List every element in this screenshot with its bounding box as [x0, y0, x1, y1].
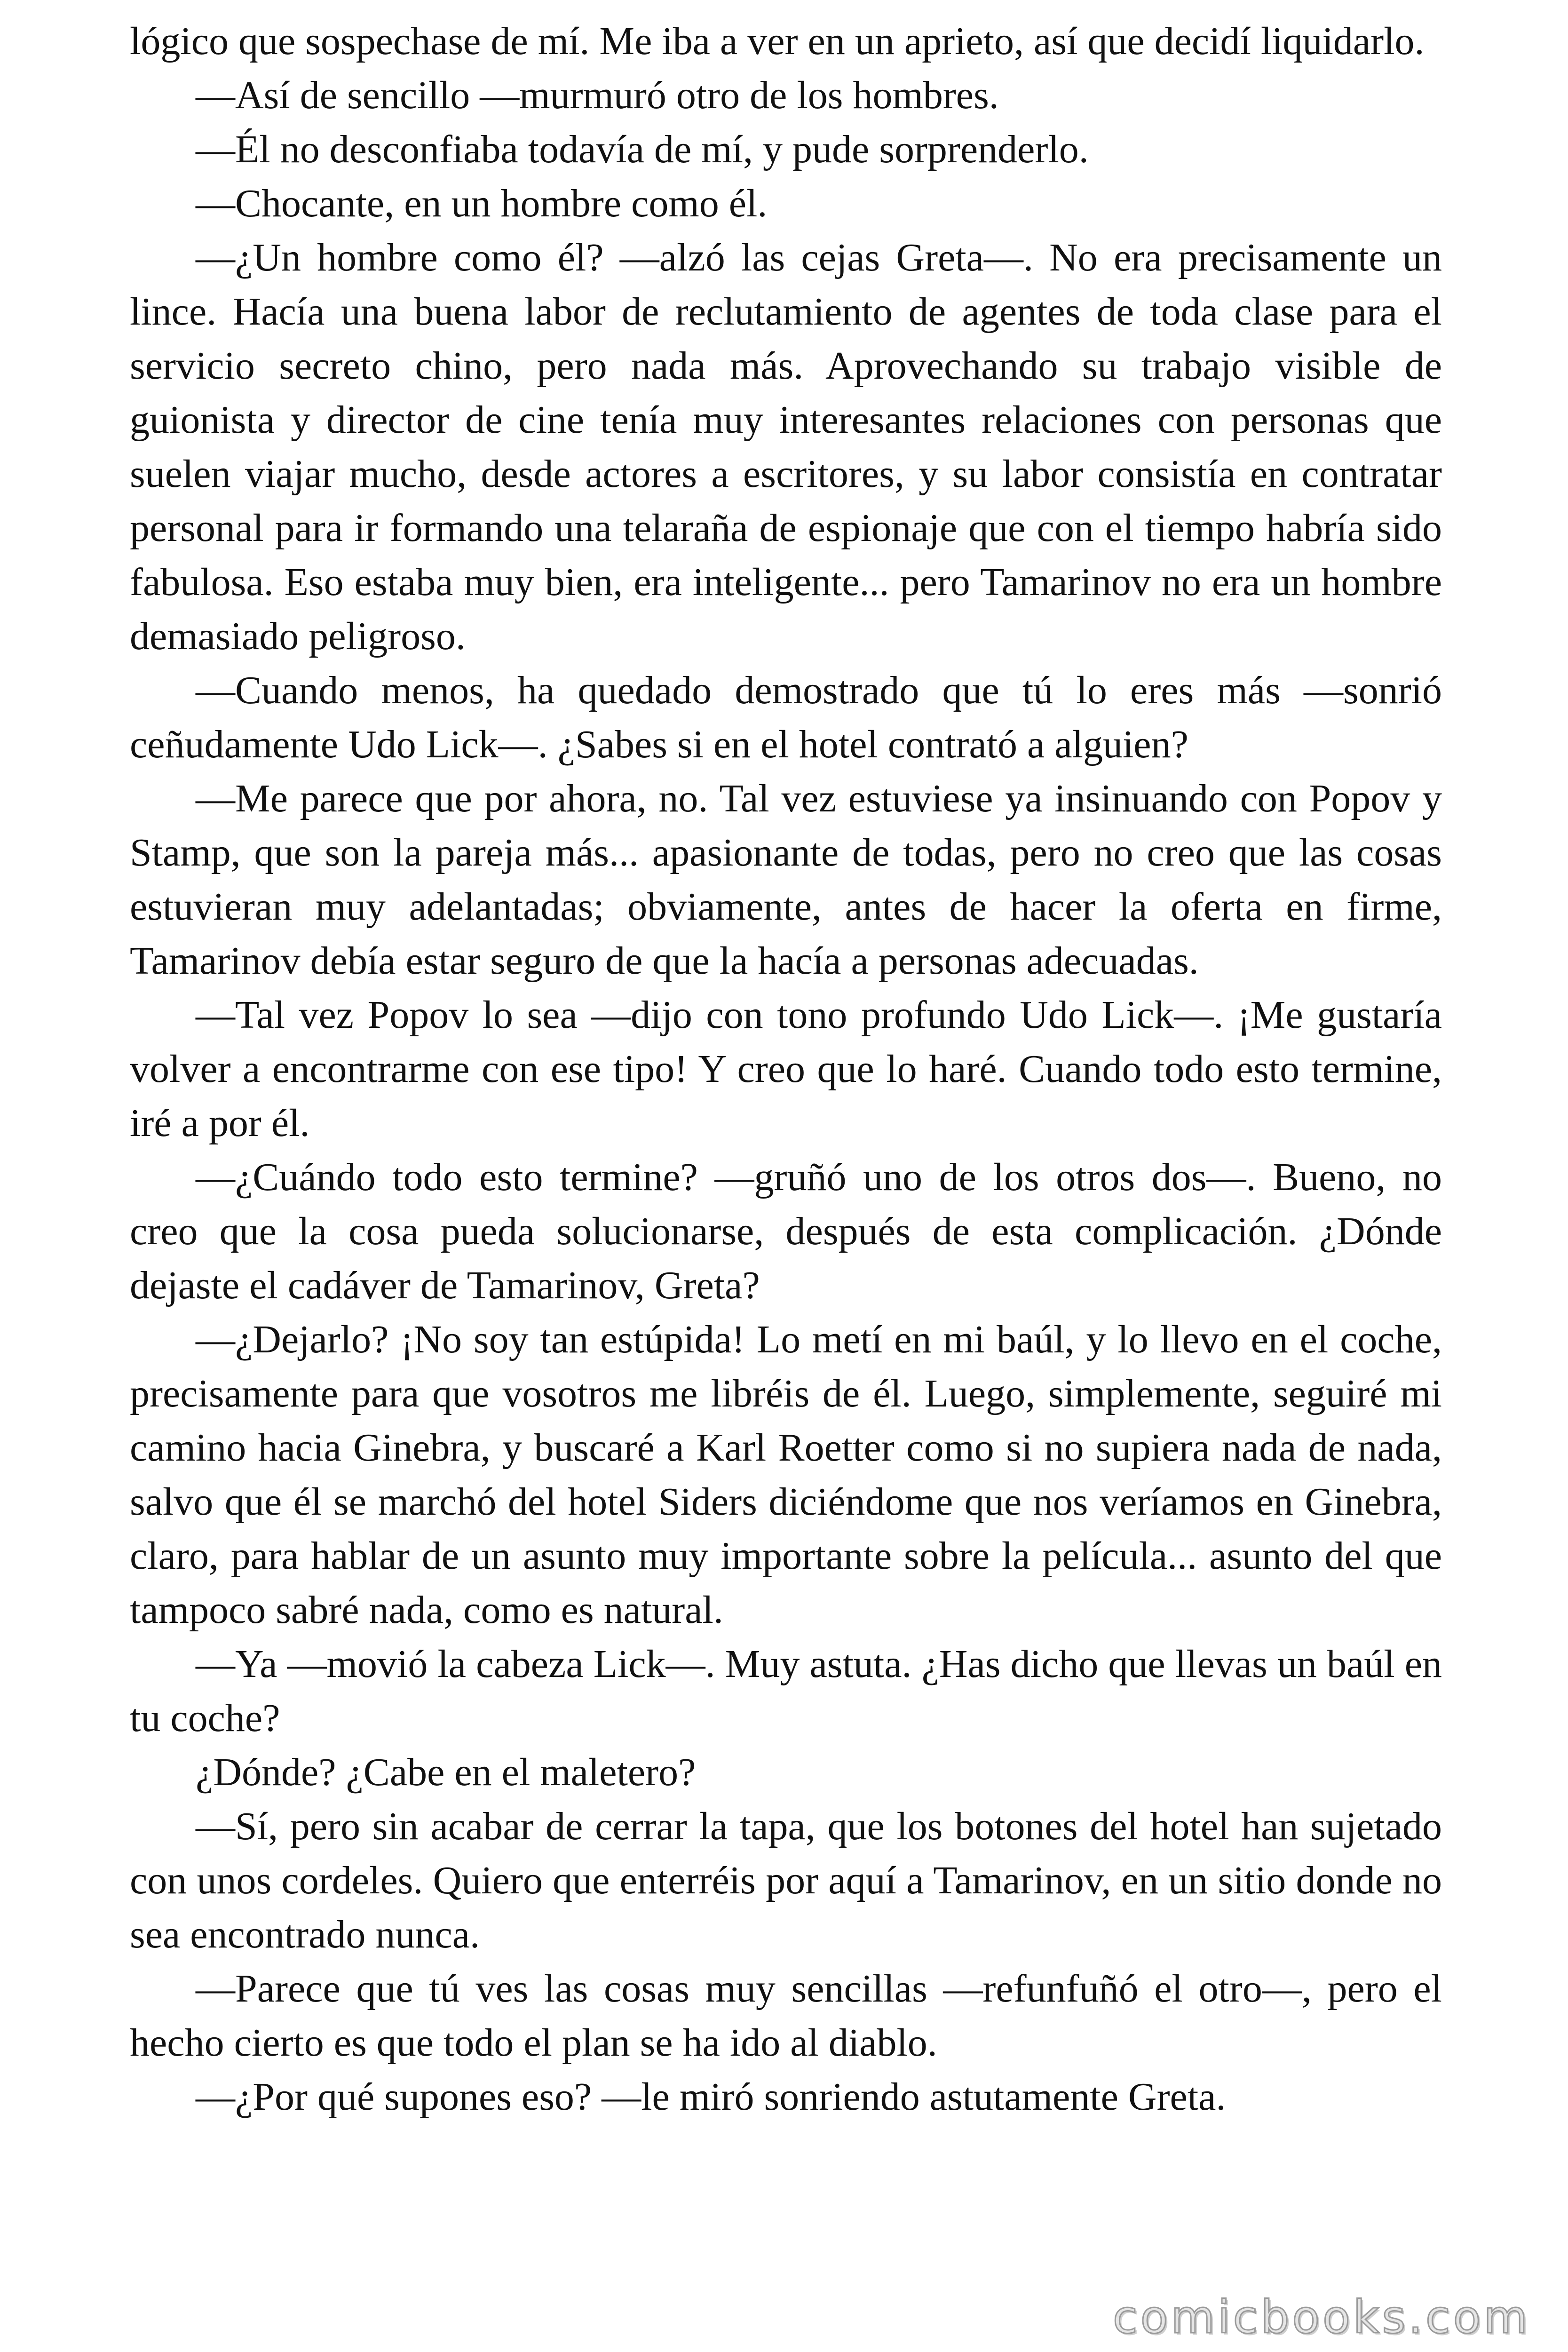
- paragraph: —Cuando menos, ha quedado demostrado que tú lo eres más —sonrió ceñudamente Udo Lick—. ¿Sabes si en el hotel contrató a alguien?: [130, 668, 1442, 766]
- watermark: comicbooks.com: [1112, 2291, 1530, 2344]
- paragraph: —Parece que tú ves las cosas muy sencillas —refunfuñó el otro—, pero el hecho cierto es que todo el plan se ha ido al diablo.: [130, 1967, 1442, 2065]
- paragraph: ¿Dónde? ¿Cabe en el maletero?: [196, 1750, 696, 1794]
- paragraph: —¿Un hombre como él? —alzó las cejas Greta—. No era precisamente un lince. Hacía una buena labor de reclutamiento de agentes de toda clase para el servicio secreto chino, pero nada más. Aprovechando su trabajo visible de guionista y director de cine tenía muy interesantes relaciones con personas que suelen viajar mucho, desde actores a escritores, y su labor consistía en contratar personal para ir formando una telaraña de espionaje que con el tiempo habría sido fabulosa. Eso estaba muy bien, era inteligente... pero Tamarinov no era un hombre demasiado peligroso.: [130, 236, 1442, 658]
- paragraph: —Así de sencillo —murmuró otro de los hombres.: [196, 73, 999, 117]
- paragraph: —Ya —movió la cabeza Lick—. Muy astuta. ¿Has dicho que llevas un baúl en tu coche?: [130, 1642, 1442, 1740]
- paragraph: —Él no desconfiaba todavía de mí, y pude sorprenderlo.: [196, 127, 1089, 171]
- paragraph: —¿Cuándo todo esto termine? —gruñó uno de los otros dos—. Bueno, no creo que la cosa pueda solucionarse, después de esta complicación. ¿Dónde dejaste el cadáver de Tamarinov, Greta?: [130, 1155, 1442, 1307]
- paragraph-continuation: lógico que sospechase de mí. Me iba a ver en un aprieto, así que decidí liquidarlo.: [130, 19, 1425, 63]
- body-text: [130, 14, 1442, 2124]
- paragraph: —Chocante, en un hombre como él.: [196, 182, 768, 225]
- paragraph: —¿Dejarlo? ¡No soy tan estúpida! Lo metí en mi baúl, y lo llevo en el coche, precisamente para que vosotros me libréis de él. Luego, simplemente, seguiré mi camino hacia Ginebra, y buscaré a Karl Roetter como si no supiera nada de nada, salvo que él se marchó del hotel Siders diciéndome que nos veríamos en Ginebra, claro, para hablar de un asunto muy importante sobre la película... asunto del que tampoco sabré nada, como es natural.: [130, 1318, 1442, 1632]
- paragraph: —¿Por qué supones eso? —le miró sonriendo astutamente Greta.: [196, 2075, 1226, 2119]
- paragraph: —Tal vez Popov lo sea —dijo con tono profundo Udo Lick—. ¡Me gustaría volver a encontrarme con ese tipo! Y creo que lo haré. Cuando todo esto termine, iré a por él.: [130, 993, 1442, 1145]
- paragraph: —Sí, pero sin acabar de cerrar la tapa, que los botones del hotel han sujetado con unos cordeles. Quiero que enterréis por aquí a Tamarinov, en un sitio donde no sea encontrado nunca.: [130, 1804, 1442, 1956]
- paragraph: —Me parece que por ahora, no. Tal vez estuviese ya insinuando con Popov y Stamp, que son la pareja más... apasionante de todas, pero no creo que las cosas estuvieran muy adelantadas; obviamente, antes de hacer la oferta en firme, Tamarinov debía estar seguro de que la hacía a personas adecuadas.: [130, 777, 1442, 983]
